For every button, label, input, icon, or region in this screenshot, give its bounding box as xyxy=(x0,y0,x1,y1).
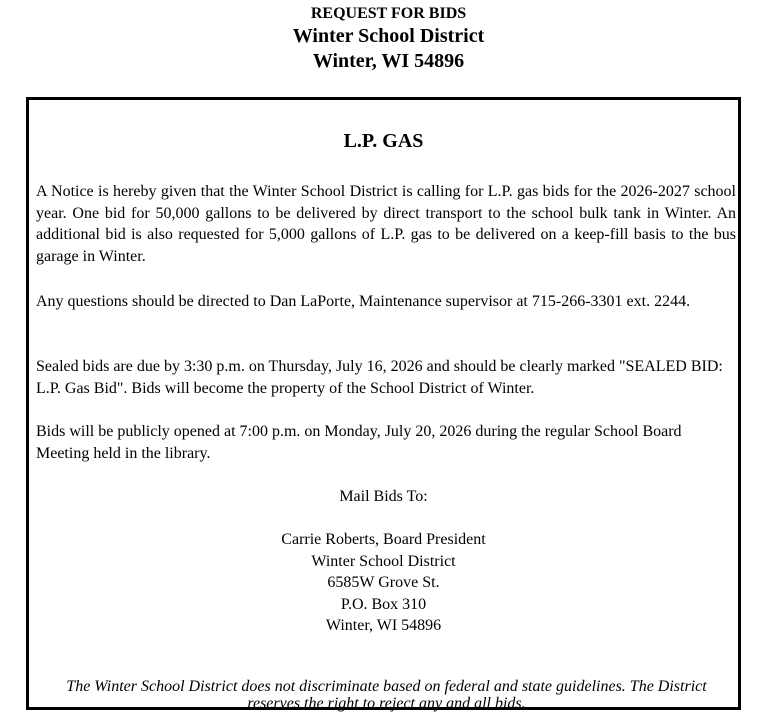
non-discrimination-footer: The Winter School District does not discriminate based on federal and state guidelines. The District reserves the right to reject any and all bids. xyxy=(66,678,707,712)
paragraph-questions: Any questions should be directed to Dan LaPorte, Maintenance supervisor at 715-266-3301 ext. 2244. xyxy=(36,293,691,310)
header-line-2: Winter School District xyxy=(292,25,485,47)
address-line: Carrie Roberts, Board President xyxy=(281,531,486,548)
notice-box xyxy=(26,97,741,710)
mailing-address xyxy=(29,529,738,637)
paragraph-bid-notice: A Notice is hereby given that the Winter School District is calling for L.P. gas bids for the 2026-2027 school year. One bid for 50,000 gallons to be delivered by direct transport to the school bulk tank in Winter. An additional bid is also requested for 5,000 gallons of L.P. gas to be delivered on a keep-fill basis to the bus garage in Winter. xyxy=(36,183,736,265)
address-line: 6585W Grove St. xyxy=(327,574,440,591)
address-line: P.O. Box 310 xyxy=(340,595,427,613)
address-line: Winter School District xyxy=(311,552,456,570)
mail-bids-heading: Mail Bids To: xyxy=(339,488,428,505)
paragraph-bid-opening: Bids will be publicly opened at 7:00 p.m. on Monday, July 20, 2026 during the regular School Board Meeting held in the library. xyxy=(36,423,682,462)
header-line-1: REQUEST FOR BIDS xyxy=(310,5,467,22)
notice-header xyxy=(0,4,777,74)
paragraph-sealed-bids: Sealed bids are due by 3:30 p.m. on Thursday, July 16, 2026 and should be clearly marked "SEALED BID: L.P. Gas Bid". Bids will become the property of the School District of Winter. xyxy=(36,358,723,397)
notice-title: L.P. GAS xyxy=(343,130,424,152)
header-line-3: Winter, WI 54896 xyxy=(312,50,465,72)
address-line: Winter, WI 54896 xyxy=(325,617,442,634)
